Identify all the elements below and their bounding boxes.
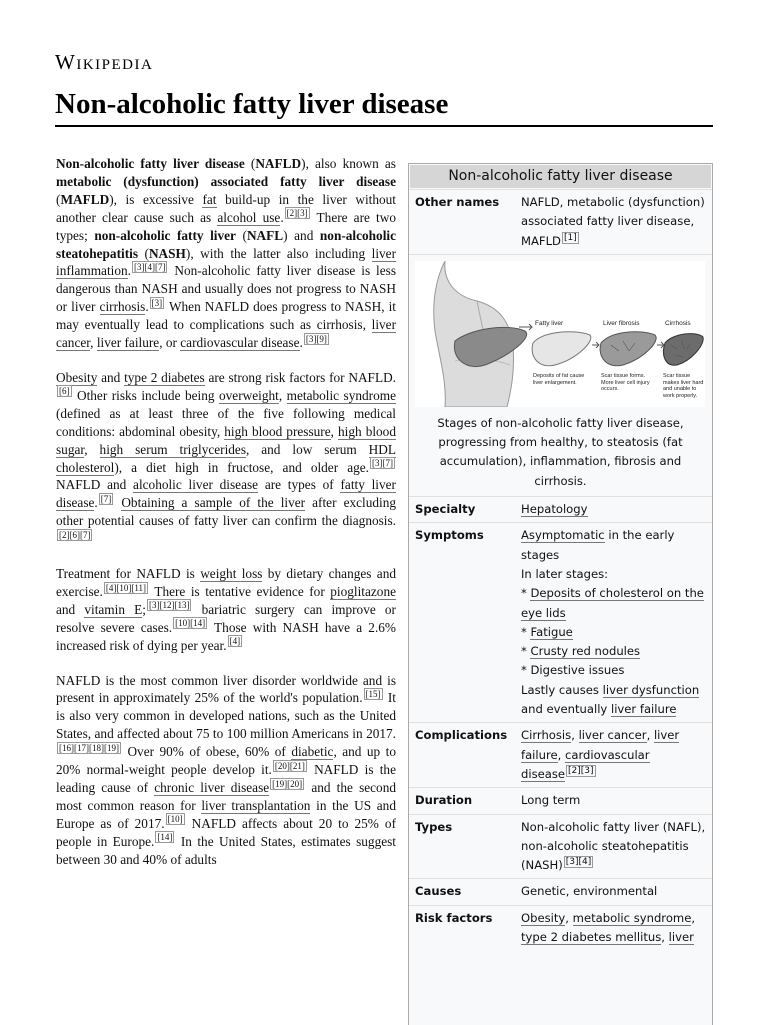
citation-ref[interactable]: [6] [59,386,70,397]
text-run: Over 90% of obese, 60% of [121,744,292,760]
infobox-value-line [521,193,707,251]
text-run: It is also very common in developed nations, such as the United States, and affected about 75 to 100 million Americans in 2017. [56,690,396,742]
text-run: ), a diet high in fructose, and older age. [114,459,369,475]
wiki-link[interactable]: alcohol use [217,209,281,225]
text-run: * [521,586,531,601]
text-run: Non-alcoholic fatty liver (NAFL), [521,819,706,834]
text-run: Long term [521,793,581,808]
infobox-label: Duration [415,793,473,808]
text-run: , [646,728,654,743]
text-run: Those with NASH have a 2.6% increased risk of dying per year. [56,619,396,653]
text-run: , [565,910,573,925]
liver-fibrosis-label: Liver fibrosis [603,319,640,327]
text-run: and eventually [521,702,611,717]
citation-ref[interactable]: [2][3] [286,208,308,219]
text-run: , [661,930,669,945]
infobox-figure[interactable] [409,254,712,412]
wiki-link[interactable]: metabolic syndrome [286,387,396,403]
wiki-link[interactable]: Obtaining a sample of the liver [121,495,306,511]
text-run: Non-alcoholic fatty liver disease is less dangerous than NASH and usually does not progress to NASH or liver [56,263,396,315]
citation-ref[interactable]: [19][20] [272,778,303,789]
text-run: by dietary changes and exercise. [56,566,396,599]
text-run: . [127,263,131,279]
text-run: ), is excessive [109,191,203,207]
citation-ref[interactable]: [16][17][18][19] [59,742,119,753]
wiki-link[interactable]: Crusty red nodules [530,644,641,659]
wiki-link[interactable]: Obesity [56,369,98,385]
text-run: , [691,910,696,925]
text-run: non-alcoholic steatohepatitis (NASH) [521,838,689,873]
text-run: ; [142,601,146,617]
text-run: ), with the latter also including [185,245,372,261]
paragraph [56,672,396,869]
cirrhosis-note: Scar tissue makes liver hard and unable to work properly. [663,372,704,399]
citation-ref[interactable]: [2][3] [568,766,594,777]
citation-ref[interactable]: [10][14] [175,618,206,629]
infobox-row [409,722,712,787]
text-run: in the US and Europe as of 2017. [56,797,396,831]
infobox-label: Causes [415,884,462,899]
citation-ref[interactable]: [10] [167,814,183,825]
wiki-link[interactable]: liver transplantation [201,797,311,813]
text-run: and the second most common reason for [56,780,397,813]
wiki-link[interactable]: Cirrhosis [521,728,572,743]
infobox-value [521,193,707,251]
citation-ref[interactable]: [2][6][7] [59,529,91,540]
wiki-link[interactable]: HDL cholesterol [56,441,396,475]
liver-stages-illustration [415,261,705,407]
text-run: , [84,441,100,457]
wiki-link[interactable]: alcoholic liver disease [133,477,259,493]
bold-term: NASH [148,245,186,261]
wiki-link[interactable]: liver [668,930,694,945]
wiki-link[interactable]: Hepatology [521,502,588,517]
wiki-link[interactable]: Obesity [521,910,566,925]
text-run: In the United States, estimates suggest between 30 and 40% of adults [56,833,396,867]
wiki-link[interactable]: liver dysfunction [602,682,700,697]
text-run: ) and [283,227,320,243]
text-run: Lastly causes [521,682,603,697]
text-run: and [97,369,125,385]
infobox-title: Non-alcoholic fatty liver disease [410,165,711,188]
text-run: and [56,601,85,617]
text-run: . [94,495,98,511]
wiki-link[interactable]: liver failure [96,335,160,351]
liver-fibrosis-note: Scar tissue forms. More liver cell injury occurs. [601,372,650,392]
citation-ref[interactable]: [14] [157,832,173,843]
citation-ref[interactable]: [3] [151,297,163,308]
text-run: . [280,209,284,225]
wiki-link[interactable]: liver cancer [56,317,396,351]
text-run: NAFLD and [56,477,134,493]
citation-ref[interactable]: [3][7] [372,458,393,469]
infobox-value-line [521,791,707,810]
text-run: , [90,335,97,351]
infobox-label: Complications [415,728,508,743]
citation-ref[interactable]: [4][10][11] [105,582,147,593]
text-run: NAFLD affects about 20 to 25% of people in Europe. [56,815,396,849]
wiki-link[interactable]: Asymptomatic [521,528,605,543]
wiki-link[interactable]: fat [202,191,217,207]
infobox-label: Specialty [415,502,476,517]
infobox-value-line [521,726,707,784]
wiki-link[interactable]: high blood pressure [224,423,331,439]
citation-ref[interactable]: [3][4] [565,857,592,868]
infobox-value-line [521,500,707,519]
figure-caption: Stages of non-alcoholic fatty liver disease, progressing from healthy, to steatosis (fat accumulation), inflammation, fibrosis and cirrhosis. [437,415,684,488]
text-run: Other risks include being [72,387,219,403]
wiki-link[interactable]: cirrhosis [99,299,146,315]
bold-term: metabolic (dysfunction) associated fatty liver disease [56,173,396,189]
wiki-link[interactable]: chronic liver disease [154,780,270,795]
infobox-label: Other names [415,195,500,209]
text-run: . [299,335,303,351]
text-run: ( [244,156,256,171]
infobox-value-line [521,681,707,720]
text-run: NAFLD is the leading cause of [56,762,396,795]
infobox-row [409,905,712,951]
wikipedia-wordmark[interactable]: Wikipedia [55,50,154,74]
infobox-row [409,496,712,522]
citation-ref[interactable]: [15] [365,689,381,700]
infobox [408,163,713,1025]
bold-term: MAFLD [60,191,110,207]
infobox-value-line [521,882,707,901]
fatty-liver-note: Deposits of fat cause liver enlargement. [533,372,585,386]
citation-ref[interactable]: [3][12][13] [148,600,190,611]
wiki-link[interactable]: high serum triglycerides [99,441,246,457]
text-run: * Digestive issues [521,663,625,678]
infobox-value [521,909,707,948]
text-run: , [571,728,579,743]
infobox-value-line [521,642,707,661]
wiki-link[interactable]: metabolic syndrome [572,910,692,925]
bold-term: non-alcoholic fatty liver [94,227,236,243]
bold-term: non-alcoholic steatohepatitis [56,227,396,261]
text-run: ( [235,227,247,243]
text-run: are types of [258,477,341,493]
citation-ref[interactable]: [4] [229,636,241,647]
infobox-value [521,791,707,810]
wiki-link[interactable]: vitamin E [84,601,143,617]
infobox-value [521,818,707,876]
text-run: ( [138,245,149,261]
article-body [56,155,396,886]
wiki-link[interactable]: cardiovascular disease [180,335,300,351]
infobox-row [409,787,712,813]
cirrhosis-label: Cirrhosis [665,319,691,327]
infobox-value-line [521,661,707,680]
text-run: There are two types; [56,209,396,243]
wiki-link[interactable]: type 2 diabetes mellitus [521,930,662,945]
text-run: ( [56,191,61,207]
citation-ref[interactable]: [20][21] [274,760,305,771]
text-run: NAFLD, metabolic (dysfunction) associated fatty liver disease, MAFLD [521,195,705,248]
text-run: build-up in the liver without another clear cause such as [56,191,396,225]
infobox-value-line [521,837,707,876]
infobox-value-line [521,623,707,642]
wiki-link[interactable]: liver failure [610,702,677,717]
infobox-label: Risk factors [415,910,493,925]
infobox-row [409,522,712,722]
text-run: after excluding other potential causes of fatty liver can confirm the diagnosis. [56,495,397,529]
citation-ref[interactable]: [3][9] [305,333,327,344]
wiki-link[interactable]: diabetic [291,744,334,760]
wiki-link[interactable]: overweight [219,387,279,403]
wiki-link[interactable]: Fatigue [530,624,573,639]
text-run: , and up to 20% normal-weight people develop it. [56,744,396,778]
wiki-link[interactable]: type 2 diabetes [124,369,205,385]
wiki-link[interactable]: pioglitazone [330,583,396,599]
infobox-value [521,526,707,719]
infobox-row [409,878,712,904]
text-run: In later stages: [521,566,609,581]
infobox-row [409,189,712,254]
paragraph [56,565,396,655]
wiki-link[interactable]: fatty liver disease [56,477,396,511]
citation-ref[interactable]: [7] [100,493,112,504]
infobox-label: Symptoms [415,528,484,543]
text-run: , [278,387,287,403]
text-run: , [330,423,338,439]
text-run: . [145,299,149,315]
fatty-liver-label: Fatty liver [535,319,564,327]
text-run: , [557,747,565,762]
bold-term: Non-alcoholic fatty liver disease [56,156,245,171]
citation-ref[interactable]: [3][4][7] [133,262,166,273]
text-run: Treatment for NAFLD is [56,566,201,582]
text-run: NAFLD is the most common liver disorder worldwide and is present in approximately 25% of the world's population. [56,672,396,706]
infobox-value-line [521,565,707,584]
wiki-link[interactable]: liver inflammation [56,245,396,279]
wiki-link[interactable]: liver failure [521,728,680,762]
title-divider [55,125,713,127]
text-run: , and low serum [246,441,369,457]
infobox-value-line [521,909,707,948]
text-run: (defined as at least three of the five following medical conditions: abdominal obesity, [56,405,396,439]
citation-ref[interactable]: [1] [564,232,577,243]
wiki-link[interactable]: weight loss [200,566,263,582]
text-run: There is tentative evidence for [149,583,331,599]
text-run: ), also known as [301,156,396,171]
infobox-value [521,726,707,784]
paragraph [56,155,396,352]
infobox-value [521,882,707,901]
text-run: * [521,644,531,659]
wiki-link[interactable]: high blood sugar [56,423,396,457]
infobox-value-line [521,818,707,837]
text-run: bariatric surgery can improve or resolve severe cases. [56,601,396,635]
text-run: When NAFLD does progress to NASH, it may eventually lead to complications such as cirrhosis, [56,299,397,333]
text-run: are strong risk factors for NAFLD. [204,369,396,385]
infobox-value [521,500,707,519]
wiki-link[interactable]: liver cancer [578,728,647,743]
bold-term: NAFL [246,227,284,243]
infobox-value-line [521,584,707,623]
text-run: * [521,624,531,639]
bold-term: NAFLD [255,156,302,171]
text-run: in the early stages [521,528,675,562]
paragraph [56,369,396,548]
text-run: , or [159,335,181,351]
page-title: Non-alcoholic fatty liver disease [55,88,449,120]
wiki-link[interactable]: cardiovascular disease [521,747,650,781]
infobox-value-line [521,526,707,565]
wiki-link[interactable]: Deposits of cholesterol on the eye lids [521,586,704,620]
text-run: Genetic, environmental [521,884,658,899]
infobox-label: Types [415,819,453,834]
infobox-row [409,814,712,879]
